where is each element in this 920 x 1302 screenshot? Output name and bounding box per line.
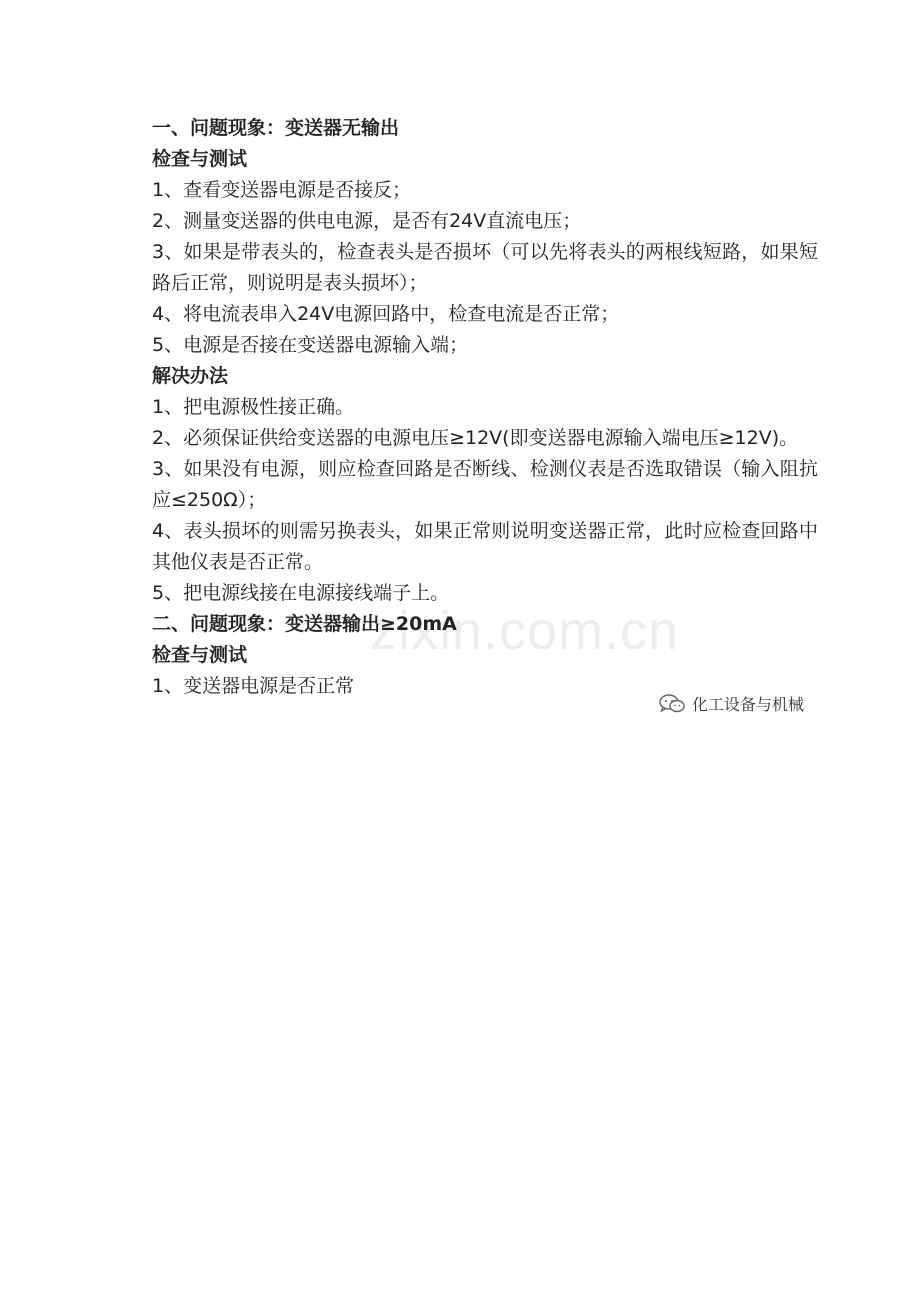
document-body (152, 113, 818, 702)
solution-item-5: 5、把电源线接在电源接线端子上。 (152, 582, 450, 604)
subheading-check-test-2: 检查与测试 (152, 644, 248, 666)
solution-item-4: 4、表头损坏的则需另换表头，如果正常则说明变送器正常，此时应检查回路中其他仪表是否正常。 (152, 520, 818, 573)
check-item-3: 3、如果是带表头的，检查表头是否损坏（可以先将表头的两根线短路，如果短路后正常，则说明是表头损坏）； (152, 241, 818, 294)
solution-item-1: 1、把电源极性接正确。 (152, 396, 355, 418)
check-item-2: 2、测量变送器的供电电源，是否有24V直流电压； (152, 210, 582, 232)
check-item-1: 1、查看变送器电源是否接反； (152, 179, 412, 201)
wechat-signature (658, 692, 804, 715)
wechat-icon (658, 693, 686, 715)
subheading-check-test-1: 检查与测试 (152, 148, 248, 170)
signature-text: 化工设备与机械 (692, 695, 805, 714)
solution-item-2: 2、必须保证供给变送器的电源电压≥12V(即变送器电源输入端电压≥12V)。 (152, 427, 799, 449)
subheading-solution: 解决办法 (152, 365, 229, 387)
solution-item-3: 3、如果没有电源，则应检查回路是否断线、检测仪表是否选取错误（输入阻抗应≤250Ω）； (152, 458, 818, 511)
check-item-5: 5、电源是否接在变送器电源输入端； (152, 334, 469, 356)
watermark: zixin.com.cn (370, 601, 680, 661)
section-heading-1: 一、问题现象：变送器无输出 (152, 117, 400, 139)
section-heading-2: 二、问题现象：变送器输出≥20mA (152, 613, 457, 635)
check-item-2-1: 1、变送器电源是否正常 (152, 675, 355, 697)
check-item-4: 4、将电流表串入24V电源回路中，检查电流是否正常； (152, 303, 620, 325)
